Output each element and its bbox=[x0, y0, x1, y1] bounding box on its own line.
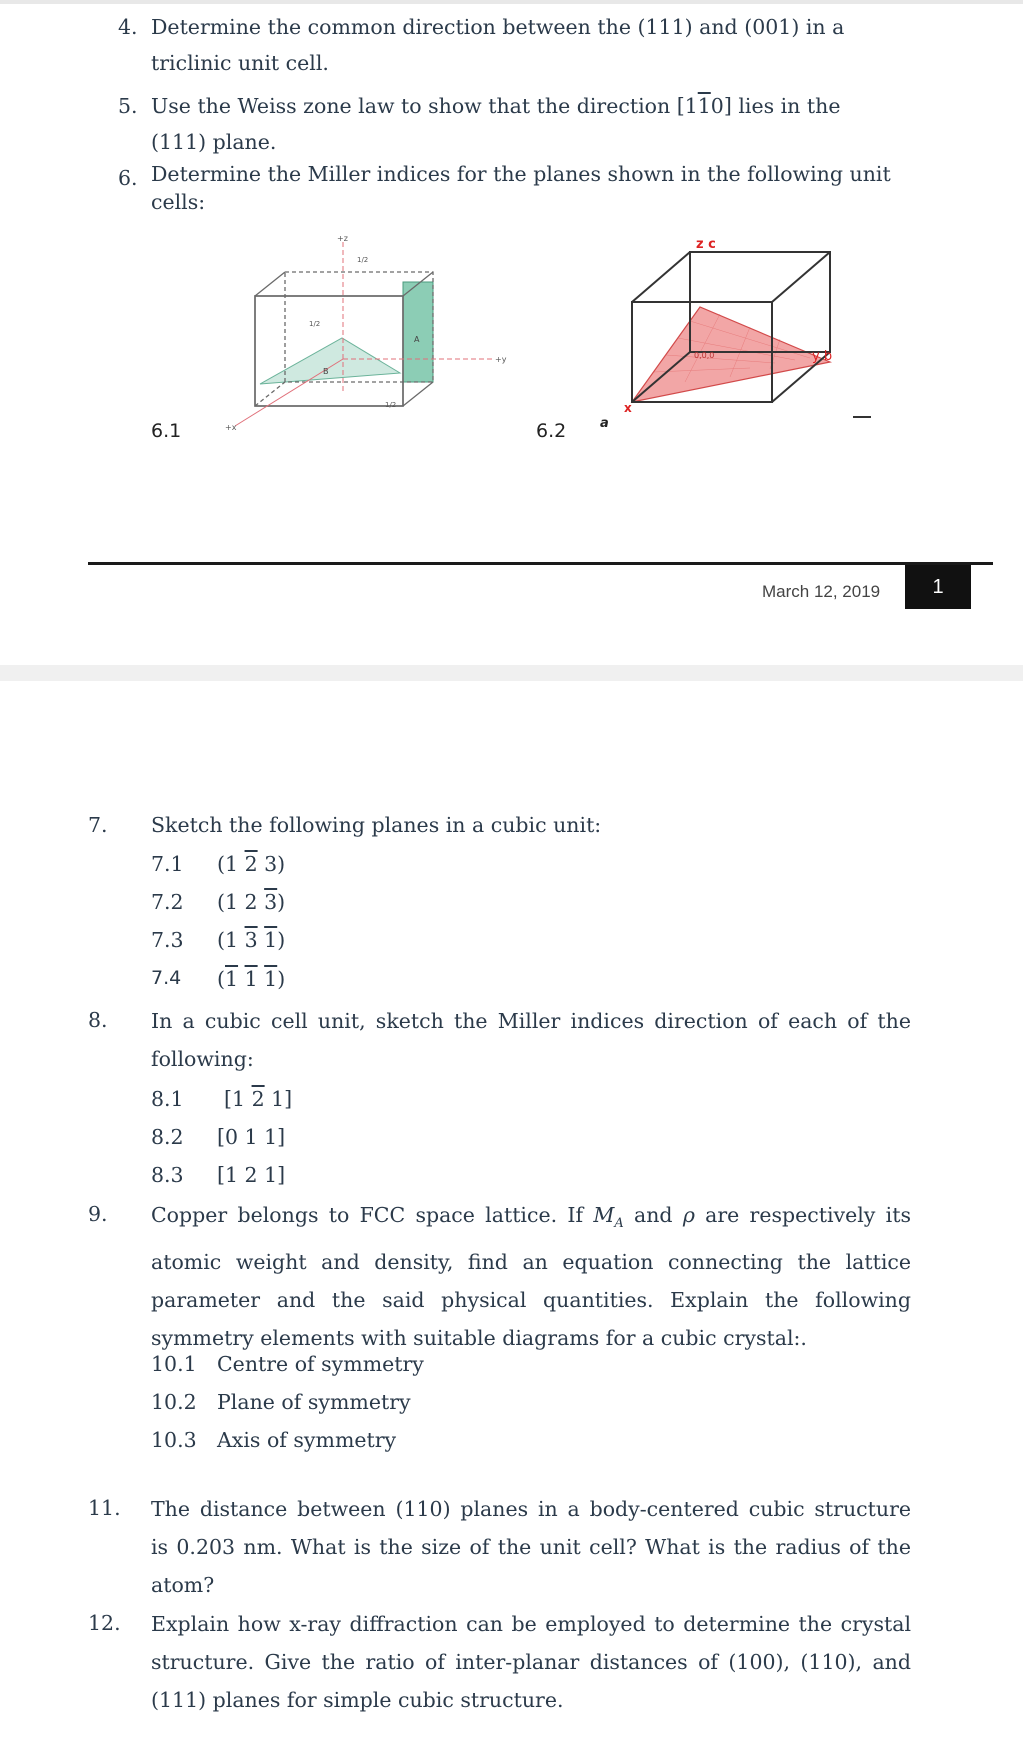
sub-item-8-3 bbox=[151, 1163, 184, 1187]
plane-b-shape bbox=[260, 338, 400, 384]
q11-line-1: The distance between (110) planes in a body-centered cubic structure bbox=[151, 1497, 911, 1521]
question-number: 8. bbox=[88, 1008, 108, 1032]
sub-number: 10.3 bbox=[151, 1428, 197, 1452]
plane-a-label: A bbox=[414, 335, 420, 344]
question-8-text: In a cubic cell unit, sketch the Miller indices direction of each of the following: bbox=[151, 1009, 911, 1071]
direction-bar-digit: 2 bbox=[251, 1087, 265, 1111]
plane-part: (1 bbox=[217, 928, 245, 952]
plane-b-label: B bbox=[323, 367, 329, 376]
axis-label-x-6-2: x bbox=[624, 401, 632, 415]
sub-number: 10.2 bbox=[151, 1390, 197, 1414]
sub-number: 7.1 bbox=[151, 852, 184, 876]
sub-item-10-2 bbox=[151, 1390, 197, 1414]
q12-line-3: (111) planes for simple cubic structure. bbox=[151, 1688, 564, 1712]
question-number: 4. bbox=[118, 15, 138, 39]
plane-part: ( bbox=[217, 967, 225, 991]
half-label-top: 1/2 bbox=[357, 256, 369, 264]
question-6-text: Determine the Miller indices for the planes shown in the following unit cells: bbox=[151, 162, 891, 214]
unit-cell-figure-6-1 bbox=[225, 234, 525, 444]
axis-label-a: a bbox=[600, 416, 609, 431]
sub-item-7-3 bbox=[151, 928, 184, 952]
q9-text-part: are respectively its bbox=[694, 1203, 911, 1227]
sub-item-8-2 bbox=[151, 1125, 184, 1149]
page-1 bbox=[0, 0, 1023, 665]
axis-label-y: +y bbox=[495, 355, 507, 364]
axis-label-yb: y b bbox=[812, 349, 833, 364]
sub-item-7-2 bbox=[151, 890, 184, 914]
question-7-text: Sketch the following planes in a cubic unit: bbox=[151, 813, 602, 837]
sub-number: 7.2 bbox=[151, 890, 184, 914]
q5-bar-digit: 1 bbox=[697, 94, 711, 118]
symmetry-10-2: Plane of symmetry bbox=[217, 1390, 411, 1414]
question-12-text bbox=[151, 1605, 911, 1719]
plane-part: (1 2 bbox=[217, 890, 265, 914]
plane-7-2 bbox=[217, 890, 285, 914]
q11-line-2: is 0.203 nm. What is the size of the unit cell? What is the radius of the bbox=[151, 1535, 911, 1559]
question-number: 6. bbox=[118, 166, 138, 190]
question-number: 5. bbox=[118, 94, 138, 118]
plane-7-3 bbox=[217, 928, 285, 952]
plane-part: ) bbox=[277, 928, 286, 952]
sub-item-10-3 bbox=[151, 1428, 197, 1452]
question-number: 7. bbox=[88, 813, 108, 837]
sub-number: 8.3 bbox=[151, 1163, 184, 1187]
plane-bar-digit: 1 bbox=[264, 967, 278, 991]
q5-text-after: 0] lies in the (111) plane. bbox=[151, 94, 841, 154]
question-11-text bbox=[151, 1490, 911, 1604]
q9-line-3: parameter and the said physical quantities. Explain the following bbox=[151, 1288, 911, 1313]
figure-6-1-label: 6.1 bbox=[151, 420, 182, 442]
plane-a-shape bbox=[403, 282, 433, 382]
question-9-text bbox=[151, 1196, 911, 1357]
q9-text-part: Copper belongs to FCC space lattice. If bbox=[151, 1203, 594, 1227]
plane-part: 3) bbox=[257, 852, 286, 876]
question-number: 12. bbox=[88, 1611, 121, 1635]
q11-line-3: atom? bbox=[151, 1573, 215, 1597]
q5-text-before: Use the Weiss zone law to show that the direction [1 bbox=[151, 94, 698, 118]
direction-8-1 bbox=[224, 1087, 292, 1111]
question-number: 11. bbox=[88, 1496, 121, 1520]
sub-item-10-1 bbox=[151, 1352, 197, 1376]
q9-line-4: symmetry elements with suitable diagrams for a cubic crystal:. bbox=[151, 1326, 807, 1351]
question-5-text bbox=[151, 88, 871, 160]
figure-6-2-label: 6.2 bbox=[536, 420, 567, 442]
symmetry-10-1: Centre of symmetry bbox=[217, 1352, 424, 1376]
plane-part: ) bbox=[277, 890, 286, 914]
sub-item-7-4 bbox=[151, 967, 181, 989]
footer-page-number: 1 bbox=[905, 565, 971, 609]
page-separator bbox=[0, 665, 1023, 681]
footer-rule bbox=[88, 562, 993, 565]
plane-7-1 bbox=[217, 852, 285, 876]
plane-bar-digit: 3 bbox=[244, 928, 258, 952]
axis-label-zc: z c bbox=[696, 237, 716, 252]
footer-date: March 12, 2019 bbox=[762, 582, 881, 601]
plane-bar-digit: 1 bbox=[225, 967, 239, 991]
plane-part: ) bbox=[277, 967, 286, 991]
sub-number: 10.1 bbox=[151, 1352, 197, 1376]
sub-number: 7.3 bbox=[151, 928, 184, 952]
half-label-bottom: 1/2 bbox=[385, 401, 397, 409]
question-number: 9. bbox=[88, 1202, 108, 1226]
question-4-text: Determine the common direction between the (111) and (001) in a triclinic unit cell. bbox=[151, 15, 845, 75]
stray-dash bbox=[853, 416, 871, 418]
symbol-ma-subscript: A bbox=[614, 1216, 624, 1232]
q9-line-2: atomic weight and density, find an equation connecting the lattice bbox=[151, 1250, 911, 1275]
symbol-ma: M bbox=[593, 1203, 615, 1227]
q9-text-part: and bbox=[623, 1203, 683, 1227]
direction-part: 1] bbox=[264, 1087, 293, 1111]
q9-line-1 bbox=[151, 1196, 911, 1243]
plane-7-4 bbox=[217, 967, 285, 991]
direction-8-3: [1 2 1] bbox=[217, 1163, 286, 1187]
q12-line-2: structure. Give the ratio of inter-planar distances of (100), (110), and bbox=[151, 1650, 911, 1674]
direction-part: [1 bbox=[224, 1087, 252, 1111]
q12-line-1: Explain how x-ray diffraction can be employed to determine the crystal bbox=[151, 1612, 911, 1636]
origin-label: 0,0,0 bbox=[694, 351, 715, 360]
page-2 bbox=[0, 681, 1023, 1757]
symmetry-10-3: Axis of symmetry bbox=[217, 1428, 397, 1452]
plane-bar-digit: 1 bbox=[244, 967, 258, 991]
direction-8-2: [0 1 1] bbox=[217, 1125, 286, 1149]
sub-number: 8.1 bbox=[151, 1087, 184, 1111]
symbol-rho: ρ bbox=[682, 1203, 695, 1227]
axis-label-x: +x bbox=[225, 423, 237, 432]
plane-part: (1 bbox=[217, 852, 245, 876]
unit-cell-figure-6-2 bbox=[590, 232, 880, 432]
half-label-mid: 1/2 bbox=[309, 320, 321, 328]
sub-item-8-1 bbox=[151, 1087, 184, 1111]
plane-bar-digit: 3 bbox=[264, 890, 278, 914]
sub-number: 7.4 bbox=[151, 967, 182, 989]
axis-label-z: +z bbox=[337, 234, 348, 243]
sub-item-7-1 bbox=[151, 852, 184, 876]
sub-number: 8.2 bbox=[151, 1125, 184, 1149]
plane-bar-digit: 1 bbox=[264, 928, 278, 952]
plane-bar-digit: 2 bbox=[244, 852, 258, 876]
red-plane-shape bbox=[632, 307, 833, 402]
